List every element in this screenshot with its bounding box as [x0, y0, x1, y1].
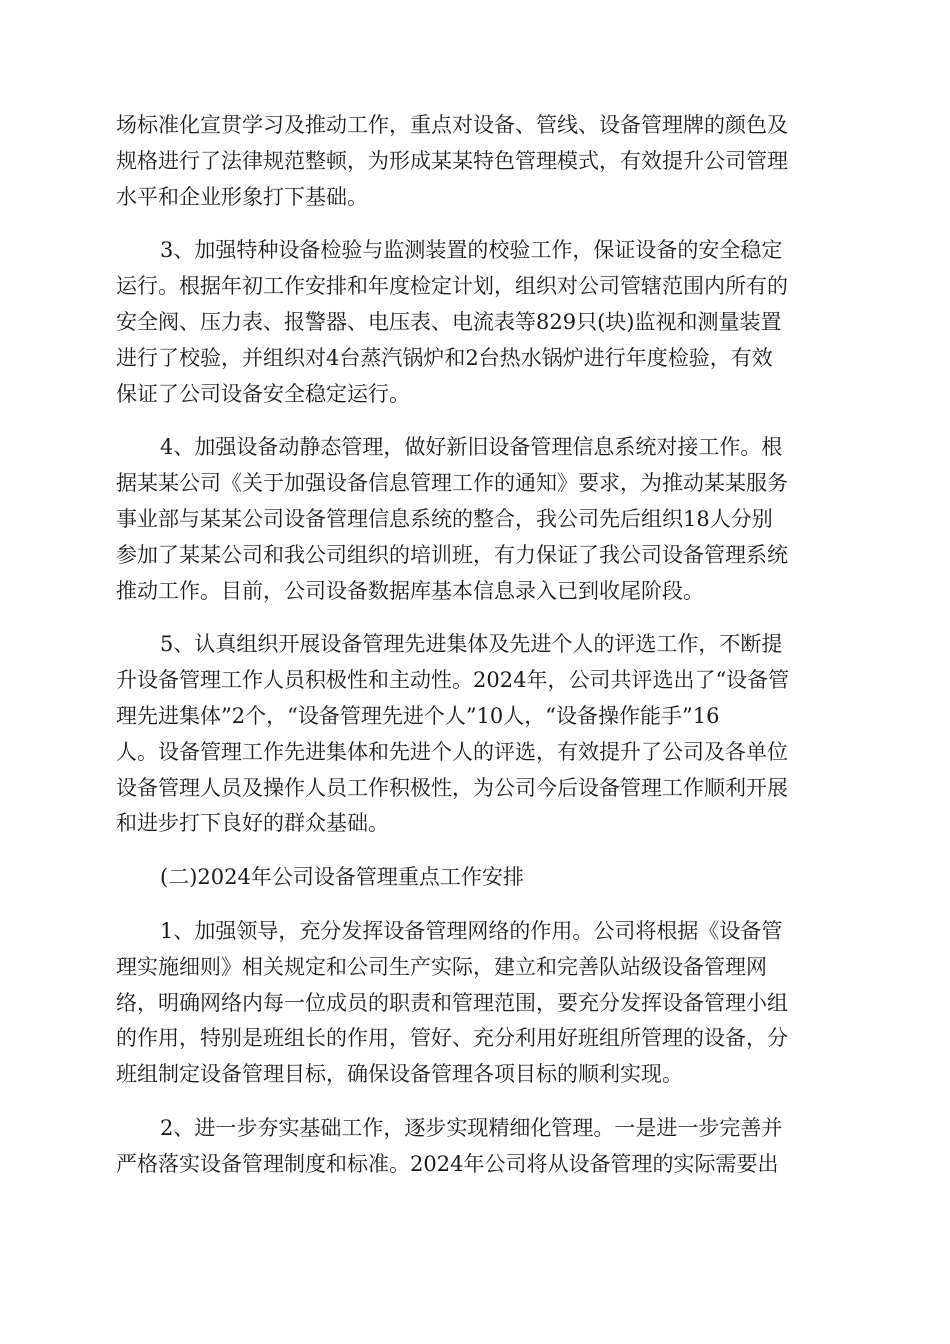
text-line: 络，明确网络内每一位成员的职责和管理范围，要充分发挥设备管理小组	[116, 990, 788, 1015]
text-line: 规格进行了法律规范整顿，为形成某某特色管理模式，有效提升公司管理	[116, 148, 788, 173]
document-page	[116, 108, 836, 1183]
paragraph-gap	[116, 412, 836, 430]
text-line: 参加了某某公司和我公司组织的培训班，有力保证了我公司设备管理系统	[116, 542, 788, 567]
text-line: 设备管理人员及操作人员工作积极性，为公司今后设备管理工作顺利开展	[116, 775, 788, 800]
paragraph	[116, 914, 836, 1093]
text-line: 1、加强领导，充分发挥设备管理网络的作用。公司将根据《设备管	[160, 918, 783, 943]
text-line: 4、加强设备动静态管理，做好新旧设备管理信息系统对接工作。根	[160, 435, 783, 460]
text-line: 理先进集体”2个，“设备管理先进个人”10人，“设备操作能手”16	[116, 703, 720, 728]
paragraph	[116, 860, 836, 896]
paragraph-gap	[116, 1093, 836, 1111]
text-line: 保证了公司设备安全稳定运行。	[116, 381, 410, 406]
paragraph-gap	[116, 896, 836, 914]
text-line: 运行。根据年初工作安排和年度检定计划，组织对公司管辖范围内所有的	[116, 274, 788, 299]
text-line: 2、进一步夯实基础工作，逐步实现精细化管理。一是进一步完善并	[160, 1115, 783, 1140]
text-line: (二)2024年公司设备管理重点工作安排	[160, 865, 524, 890]
text-line: 的作用，特别是班组长的作用，管好、充分利用好班组所管理的设备，分	[116, 1026, 788, 1051]
text-line: 事业部与某某公司设备管理信息系统的整合，我公司先后组织18人分别	[116, 506, 773, 531]
text-line: 班组制定设备管理目标，确保设备管理各项目标的顺利实现。	[116, 1062, 683, 1087]
text-line: 5、认真组织开展设备管理先进集体及先进个人的评选工作，不断提	[160, 632, 783, 657]
text-line: 水平和企业形象打下基础。	[116, 184, 368, 209]
text-line: 人。设备管理工作先进集体和先进个人的评选，有效提升了公司及各单位	[116, 739, 788, 764]
paragraph	[116, 108, 836, 215]
text-line: 安全阀、压力表、报警器、电压表、电流表等829只(块)监视和测量装置	[116, 309, 782, 334]
paragraph	[116, 233, 836, 412]
text-line: 进行了校验，并组织对4台蒸汽锅炉和2台热水锅炉进行年度检验，有效	[116, 345, 773, 370]
paragraph	[116, 627, 836, 842]
paragraph-gap	[116, 215, 836, 233]
paragraph-gap	[116, 842, 836, 860]
paragraph-gap	[116, 609, 836, 627]
text-line: 据某某公司《关于加强设备信息管理工作的通知》要求，为推动某某服务	[116, 471, 788, 496]
text-line: 推动工作。目前，公司设备数据库基本信息录入已到收尾阶段。	[116, 578, 704, 603]
paragraph	[116, 1111, 836, 1183]
paragraph	[116, 430, 836, 609]
text-line: 场标准化宣贯学习及推动工作，重点对设备、管线、设备管理牌的颜色及	[116, 113, 788, 137]
text-line: 严格落实设备管理制度和标准。2024年公司将从设备管理的实际需要出	[116, 1151, 779, 1176]
text-line: 升设备管理工作人员积极性和主动性。2024年，公司共评选出了“设备管	[116, 668, 790, 693]
text-line: 3、加强特种设备检验与监测装置的校验工作，保证设备的安全稳定	[160, 238, 783, 263]
text-line: 和进步打下良好的群众基础。	[116, 811, 389, 836]
text-line: 理实施细则》相关规定和公司生产实际，建立和完善队站级设备管理网	[116, 954, 767, 979]
